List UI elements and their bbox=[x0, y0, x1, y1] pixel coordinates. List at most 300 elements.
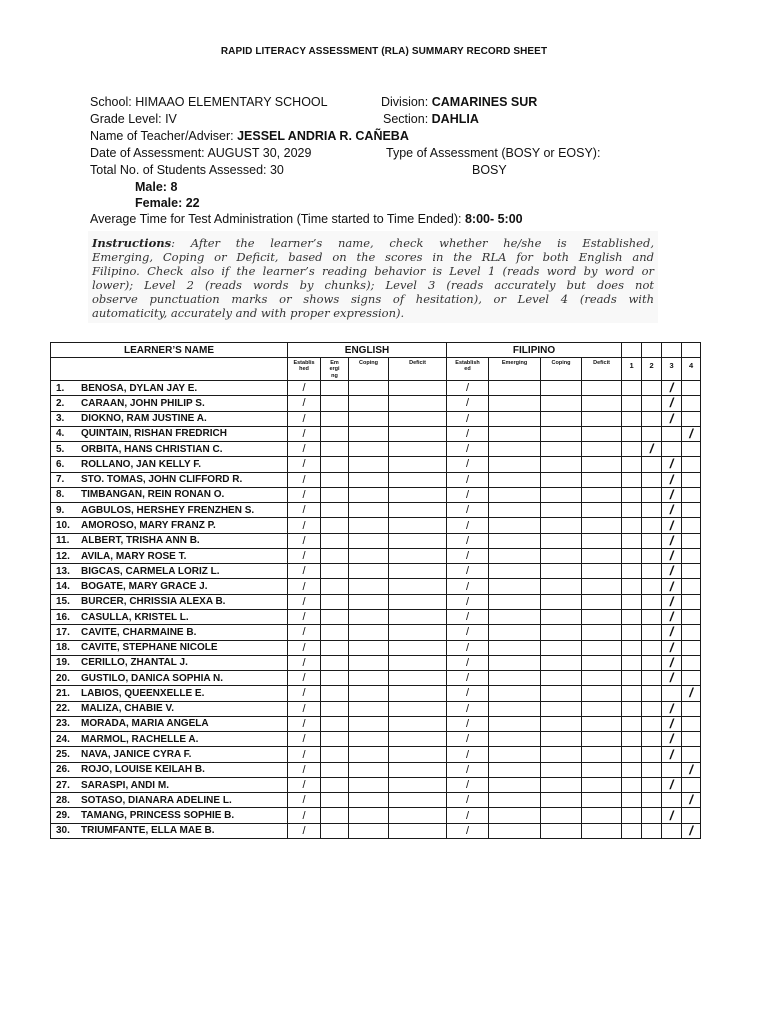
english-deficit-mark bbox=[389, 472, 447, 487]
learner-row bbox=[51, 442, 701, 457]
learner-name: GUSTILO, DANICA SOPHIA N. bbox=[81, 672, 224, 684]
school-line bbox=[90, 95, 328, 110]
learner-name: QUINTAIN, RISHAN FREDRICH bbox=[81, 428, 227, 440]
learner-name: DIOKNO, RAM JUSTINE A. bbox=[81, 413, 207, 425]
learner-name-cell bbox=[51, 411, 288, 426]
reading-level-1-mark bbox=[622, 808, 642, 823]
english-established-mark: / bbox=[288, 381, 321, 396]
male-label: Male: bbox=[135, 180, 167, 194]
reading-level-1-mark bbox=[622, 396, 642, 411]
filipino-emerging-mark bbox=[489, 701, 541, 716]
school-value: HIMAAO ELEMENTARY SCHOOL bbox=[135, 95, 328, 109]
reading-level-2-mark bbox=[642, 808, 662, 823]
filipino-established-mark: / bbox=[447, 686, 489, 701]
table-subheader-row bbox=[51, 358, 701, 381]
english-established-mark: / bbox=[288, 533, 321, 548]
rla-summary-table bbox=[50, 342, 701, 839]
learner-row bbox=[51, 518, 701, 533]
learner-name: MARMOL, RACHELLE A. bbox=[81, 733, 199, 745]
division-line bbox=[381, 95, 537, 110]
filipino-emerging-mark bbox=[489, 732, 541, 747]
reading-level-4-mark bbox=[682, 503, 701, 518]
learner-row bbox=[51, 472, 701, 487]
learner-name: BURCER, CHRISSIA ALEXA B. bbox=[81, 596, 226, 608]
learner-name: TAMANG, PRINCESS SOPHIE B. bbox=[81, 810, 235, 822]
reading-level-4-mark bbox=[682, 716, 701, 731]
learner-row bbox=[51, 716, 701, 731]
filipino-emerging-mark bbox=[489, 762, 541, 777]
english-established-mark: / bbox=[288, 594, 321, 609]
english-emerging-mark bbox=[321, 548, 349, 563]
filipino-deficit-mark bbox=[582, 381, 622, 396]
english-established-mark: / bbox=[288, 762, 321, 777]
reading-level-1-mark bbox=[622, 686, 642, 701]
teacher-line bbox=[90, 129, 409, 144]
reading-level-3-mark: / bbox=[662, 732, 682, 747]
english-deficit-mark bbox=[389, 457, 447, 472]
reading-level-4-mark bbox=[682, 609, 701, 624]
learner-name-cell bbox=[51, 793, 288, 808]
filipino-coping-mark bbox=[541, 564, 582, 579]
english-coping-mark bbox=[349, 411, 389, 426]
reading-level-3-mark bbox=[662, 762, 682, 777]
filipino-coping-mark bbox=[541, 548, 582, 563]
filipino-coping-mark bbox=[541, 426, 582, 441]
reading-level-3-mark: / bbox=[662, 411, 682, 426]
filipino-emerging-mark bbox=[489, 472, 541, 487]
reading-level-4-mark bbox=[682, 625, 701, 640]
learner-row bbox=[51, 640, 701, 655]
reading-level-1-mark bbox=[622, 594, 642, 609]
reading-level-2-mark: / bbox=[642, 442, 662, 457]
filipino-coping-mark bbox=[541, 716, 582, 731]
reading-level-4-mark bbox=[682, 564, 701, 579]
learner-name: CARAAN, JOHN PHILIP S. bbox=[81, 397, 205, 409]
filipino-emerging-mark bbox=[489, 625, 541, 640]
filipino-deficit-mark bbox=[582, 609, 622, 624]
english-established-mark: / bbox=[288, 411, 321, 426]
learner-name-cell bbox=[51, 762, 288, 777]
filipino-emerging-mark bbox=[489, 609, 541, 624]
division-label: Division: bbox=[381, 95, 429, 109]
reading-level-2-mark bbox=[642, 686, 662, 701]
learner-name-cell bbox=[51, 747, 288, 762]
learner-name: AVILA, MARY ROSE T. bbox=[81, 550, 187, 562]
teacher-label: Name of Teacher/Adviser: bbox=[90, 129, 234, 143]
filipino-deficit-mark bbox=[582, 808, 622, 823]
learner-row bbox=[51, 579, 701, 594]
learner-name-cell bbox=[51, 442, 288, 457]
date-value: AUGUST 30, 2029 bbox=[207, 146, 312, 160]
english-coping-mark bbox=[349, 747, 389, 762]
learner-name-header: LEARNER’S NAME bbox=[51, 343, 288, 358]
reading-level-3-mark: / bbox=[662, 777, 682, 792]
learner-name: BOGATE, MARY GRACE J. bbox=[81, 581, 208, 593]
female-label: Female: bbox=[135, 196, 183, 210]
filipino-emerging-mark bbox=[489, 716, 541, 731]
learner-name-cell bbox=[51, 701, 288, 716]
english-established-mark: / bbox=[288, 609, 321, 624]
instructions-line bbox=[92, 236, 654, 250]
filipino-established-mark: / bbox=[447, 640, 489, 655]
english-header: ENGLISH bbox=[288, 343, 447, 358]
filipino-coping-mark bbox=[541, 609, 582, 624]
english-emerging-mark bbox=[321, 701, 349, 716]
reading-level-1-mark bbox=[622, 548, 642, 563]
filipino-established-mark: / bbox=[447, 732, 489, 747]
reading-level-1-mark bbox=[622, 716, 642, 731]
row-number: 22. bbox=[56, 703, 70, 715]
learner-name: CAVITE, CHARMAINE B. bbox=[81, 626, 197, 638]
date-label: Date of Assessment: bbox=[90, 146, 205, 160]
reading-level-1-mark bbox=[622, 671, 642, 686]
filipino-deficit-mark bbox=[582, 747, 622, 762]
english-established-mark: / bbox=[288, 686, 321, 701]
filipino-established-mark: / bbox=[447, 503, 489, 518]
english-emerging-mark bbox=[321, 732, 349, 747]
reading-level-2-mark bbox=[642, 518, 662, 533]
learner-row bbox=[51, 457, 701, 472]
filipino-emerging-mark bbox=[489, 777, 541, 792]
learner-name: MORADA, MARIA ANGELA bbox=[81, 718, 209, 730]
reading-level-4-mark: / bbox=[682, 762, 701, 777]
reading-level-4-mark bbox=[682, 747, 701, 762]
learner-name-cell bbox=[51, 533, 288, 548]
row-number: 27. bbox=[56, 779, 70, 791]
english-deficit-mark bbox=[389, 716, 447, 731]
reading-level-2-mark bbox=[642, 594, 662, 609]
reading-level-1-mark bbox=[622, 503, 642, 518]
reading-level-3-mark: / bbox=[662, 609, 682, 624]
learner-row bbox=[51, 747, 701, 762]
reading-level-4-mark bbox=[682, 655, 701, 670]
english-deficit-mark bbox=[389, 777, 447, 792]
english-emerging-mark bbox=[321, 823, 349, 838]
reading-level-2-mark bbox=[642, 503, 662, 518]
filipino-established-mark: / bbox=[447, 548, 489, 563]
reading-level-2-mark bbox=[642, 747, 662, 762]
english-deficit-mark bbox=[389, 579, 447, 594]
english-coping-mark bbox=[349, 503, 389, 518]
reading-level-1-mark bbox=[622, 747, 642, 762]
filipino-coping-header bbox=[541, 358, 582, 381]
english-coping-mark bbox=[349, 777, 389, 792]
filipino-deficit-mark bbox=[582, 671, 622, 686]
filipino-deficit-mark bbox=[582, 594, 622, 609]
reading-level-3-mark bbox=[662, 426, 682, 441]
reading-level-4-mark bbox=[682, 701, 701, 716]
filipino-deficit-mark bbox=[582, 793, 622, 808]
reading-level-1-mark bbox=[622, 579, 642, 594]
filipino-deficit-mark bbox=[582, 503, 622, 518]
learner-rows bbox=[51, 381, 701, 839]
row-number: 29. bbox=[56, 810, 70, 822]
english-established-mark: / bbox=[288, 564, 321, 579]
reading-level-3-mark bbox=[662, 442, 682, 457]
filipino-coping-mark bbox=[541, 472, 582, 487]
reading-level-4-mark bbox=[682, 442, 701, 457]
english-coping-mark bbox=[349, 457, 389, 472]
english-emerging-mark bbox=[321, 579, 349, 594]
subheader-label: Coping bbox=[551, 360, 571, 366]
filipino-deficit-mark bbox=[582, 823, 622, 838]
learner-name-cell bbox=[51, 381, 288, 396]
level-2-header: 2 bbox=[642, 358, 662, 381]
learner-row bbox=[51, 777, 701, 792]
english-emerging-mark bbox=[321, 808, 349, 823]
reading-level-1-mark bbox=[622, 609, 642, 624]
subheader-label: Coping bbox=[359, 360, 378, 366]
filipino-emerging-mark bbox=[489, 396, 541, 411]
learner-name-cell bbox=[51, 457, 288, 472]
reading-level-2-mark bbox=[642, 716, 662, 731]
level-header-blank bbox=[682, 343, 701, 358]
row-number: 12. bbox=[56, 550, 70, 562]
learner-name: MALIZA, CHABIE V. bbox=[81, 703, 174, 715]
reading-level-3-mark bbox=[662, 823, 682, 838]
learner-name-cell bbox=[51, 808, 288, 823]
filipino-coping-mark bbox=[541, 503, 582, 518]
filipino-coping-mark bbox=[541, 442, 582, 457]
reading-level-3-mark: / bbox=[662, 396, 682, 411]
reading-level-4-mark: / bbox=[682, 686, 701, 701]
english-deficit-mark bbox=[389, 686, 447, 701]
english-deficit-mark bbox=[389, 625, 447, 640]
filipino-deficit-mark bbox=[582, 732, 622, 747]
english-emerging-mark bbox=[321, 686, 349, 701]
english-deficit-mark bbox=[389, 548, 447, 563]
reading-level-1-mark bbox=[622, 793, 642, 808]
reading-level-3-mark: / bbox=[662, 701, 682, 716]
english-coping-mark bbox=[349, 564, 389, 579]
reading-level-3-mark bbox=[662, 793, 682, 808]
female-line bbox=[135, 196, 200, 211]
filipino-established-mark: / bbox=[447, 442, 489, 457]
filipino-established-mark: / bbox=[447, 747, 489, 762]
english-coping-mark bbox=[349, 548, 389, 563]
learner-name-cell bbox=[51, 777, 288, 792]
filipino-deficit-mark bbox=[582, 411, 622, 426]
learner-row bbox=[51, 396, 701, 411]
learner-row bbox=[51, 808, 701, 823]
learner-row bbox=[51, 503, 701, 518]
filipino-established-mark: / bbox=[447, 655, 489, 670]
filipino-established-mark: / bbox=[447, 518, 489, 533]
subheader-label: Emerging bbox=[501, 360, 528, 366]
filipino-coping-mark bbox=[541, 701, 582, 716]
reading-level-3-mark: / bbox=[662, 533, 682, 548]
english-coping-mark bbox=[349, 655, 389, 670]
filipino-deficit-mark bbox=[582, 426, 622, 441]
learner-name-cell bbox=[51, 487, 288, 502]
reading-level-3-mark: / bbox=[662, 472, 682, 487]
english-emerging-mark bbox=[321, 457, 349, 472]
row-number: 13. bbox=[56, 565, 70, 577]
assessment-type-label: Type of Assessment (BOSY or EOSY): bbox=[386, 146, 601, 160]
english-emerging-mark bbox=[321, 518, 349, 533]
learner-name-cell bbox=[51, 518, 288, 533]
filipino-emerging-mark bbox=[489, 487, 541, 502]
row-number: 24. bbox=[56, 733, 70, 745]
filipino-coping-mark bbox=[541, 686, 582, 701]
row-number: 11. bbox=[56, 535, 70, 547]
english-established-mark: / bbox=[288, 426, 321, 441]
reading-level-4-mark bbox=[682, 579, 701, 594]
filipino-deficit-header bbox=[582, 358, 622, 381]
filipino-established-mark: / bbox=[447, 533, 489, 548]
english-coping-mark bbox=[349, 640, 389, 655]
grade-line bbox=[90, 112, 177, 127]
learner-row bbox=[51, 625, 701, 640]
instructions-line: automaticity, accurately and with proper expression). bbox=[92, 306, 405, 320]
reading-level-2-mark bbox=[642, 487, 662, 502]
english-established-mark: / bbox=[288, 396, 321, 411]
english-deficit-mark bbox=[389, 701, 447, 716]
filipino-deficit-mark bbox=[582, 472, 622, 487]
filipino-established-mark: / bbox=[447, 426, 489, 441]
reading-level-3-mark: / bbox=[662, 548, 682, 563]
filipino-emerging-mark bbox=[489, 518, 541, 533]
filipino-coping-mark bbox=[541, 518, 582, 533]
reading-level-1-mark bbox=[622, 777, 642, 792]
section-line bbox=[383, 112, 479, 127]
reading-level-2-mark bbox=[642, 564, 662, 579]
filipino-emerging-mark bbox=[489, 411, 541, 426]
reading-level-2-mark bbox=[642, 579, 662, 594]
learner-name-cell bbox=[51, 655, 288, 670]
total-value: 30 bbox=[269, 163, 284, 177]
learner-row bbox=[51, 655, 701, 670]
filipino-deficit-mark bbox=[582, 457, 622, 472]
learner-row bbox=[51, 701, 701, 716]
filipino-coping-mark bbox=[541, 579, 582, 594]
reading-level-4-mark bbox=[682, 732, 701, 747]
filipino-coping-mark bbox=[541, 777, 582, 792]
row-number: 4. bbox=[56, 428, 65, 440]
english-established-mark: / bbox=[288, 579, 321, 594]
english-coping-mark bbox=[349, 808, 389, 823]
english-deficit-mark bbox=[389, 564, 447, 579]
learner-row bbox=[51, 426, 701, 441]
learner-row bbox=[51, 671, 701, 686]
learner-name: TRIUMFANTE, ELLA MAE B. bbox=[81, 825, 215, 837]
learner-name-cell bbox=[51, 426, 288, 441]
row-number: 19. bbox=[56, 657, 70, 669]
english-established-mark: / bbox=[288, 747, 321, 762]
male-value: 8 bbox=[170, 180, 178, 194]
grade-label: Grade Level: bbox=[90, 112, 162, 126]
learner-name: SARASPI, ANDI M. bbox=[81, 779, 169, 791]
english-emerging-mark bbox=[321, 472, 349, 487]
filipino-coping-mark bbox=[541, 823, 582, 838]
english-established-mark: / bbox=[288, 808, 321, 823]
filipino-coping-mark bbox=[541, 457, 582, 472]
filipino-established-mark: / bbox=[447, 671, 489, 686]
filipino-established-mark: / bbox=[447, 777, 489, 792]
section-label: Section: bbox=[383, 112, 429, 126]
row-number: 1. bbox=[56, 382, 65, 394]
reading-level-2-mark bbox=[642, 671, 662, 686]
row-number: 3. bbox=[56, 413, 65, 425]
reading-level-4-mark: / bbox=[682, 793, 701, 808]
english-emerging-mark bbox=[321, 671, 349, 686]
english-established-mark: / bbox=[288, 777, 321, 792]
filipino-established-header bbox=[447, 358, 489, 381]
english-coping-mark bbox=[349, 701, 389, 716]
instructions-text: : After the learner’s name, check whether he/she is Established, bbox=[171, 236, 654, 250]
learner-name-cell bbox=[51, 594, 288, 609]
filipino-established-mark: / bbox=[447, 472, 489, 487]
row-number: 6. bbox=[56, 458, 65, 470]
english-coping-mark bbox=[349, 396, 389, 411]
english-coping-mark bbox=[349, 442, 389, 457]
english-coping-mark bbox=[349, 609, 389, 624]
level-3-header: 3 bbox=[662, 358, 682, 381]
learner-name: CERILLO, ZHANTAL J. bbox=[81, 657, 188, 669]
filipino-established-mark: / bbox=[447, 793, 489, 808]
filipino-emerging-mark bbox=[489, 533, 541, 548]
learner-name: BIGCAS, CARMELA LORIZ L. bbox=[81, 565, 220, 577]
reading-level-4-mark bbox=[682, 533, 701, 548]
reading-level-3-mark: / bbox=[662, 640, 682, 655]
row-number: 9. bbox=[56, 504, 65, 516]
filipino-deficit-mark bbox=[582, 655, 622, 670]
filipino-established-mark: / bbox=[447, 823, 489, 838]
reading-level-3-mark: / bbox=[662, 457, 682, 472]
english-coping-mark bbox=[349, 426, 389, 441]
filipino-emerging-mark bbox=[489, 686, 541, 701]
learner-name-cell bbox=[51, 823, 288, 838]
table-header-row bbox=[51, 343, 701, 358]
filipino-coping-mark bbox=[541, 381, 582, 396]
reading-level-3-mark: / bbox=[662, 625, 682, 640]
filipino-established-mark: / bbox=[447, 609, 489, 624]
filipino-deficit-mark bbox=[582, 518, 622, 533]
filipino-deficit-mark bbox=[582, 625, 622, 640]
filipino-emerging-mark bbox=[489, 548, 541, 563]
filipino-established-mark: / bbox=[447, 625, 489, 640]
row-number: 17. bbox=[56, 626, 70, 638]
row-number: 21. bbox=[56, 687, 70, 699]
english-coping-mark bbox=[349, 762, 389, 777]
english-coping-mark bbox=[349, 472, 389, 487]
teacher-value: JESSEL ANDRIA R. CAÑEBA bbox=[237, 129, 409, 143]
filipino-coping-mark bbox=[541, 625, 582, 640]
subheader-label: Emerging bbox=[329, 360, 340, 379]
level-header-blank bbox=[662, 343, 682, 358]
learner-name-cell bbox=[51, 686, 288, 701]
grade-value: IV bbox=[165, 112, 177, 126]
learner-name-cell bbox=[51, 548, 288, 563]
filipino-coping-mark bbox=[541, 762, 582, 777]
learner-name-cell bbox=[51, 716, 288, 731]
filipino-established-mark: / bbox=[447, 411, 489, 426]
english-deficit-mark bbox=[389, 655, 447, 670]
english-deficit-mark bbox=[389, 671, 447, 686]
school-label: School: bbox=[90, 95, 132, 109]
filipino-deficit-mark bbox=[582, 564, 622, 579]
filipino-deficit-mark bbox=[582, 533, 622, 548]
row-number: 18. bbox=[56, 642, 70, 654]
filipino-established-mark: / bbox=[447, 762, 489, 777]
english-deficit-mark bbox=[389, 426, 447, 441]
english-emerging-mark bbox=[321, 503, 349, 518]
english-emerging-mark bbox=[321, 396, 349, 411]
english-established-header bbox=[288, 358, 321, 381]
filipino-emerging-mark bbox=[489, 457, 541, 472]
reading-level-3-mark: / bbox=[662, 716, 682, 731]
filipino-emerging-header bbox=[489, 358, 541, 381]
